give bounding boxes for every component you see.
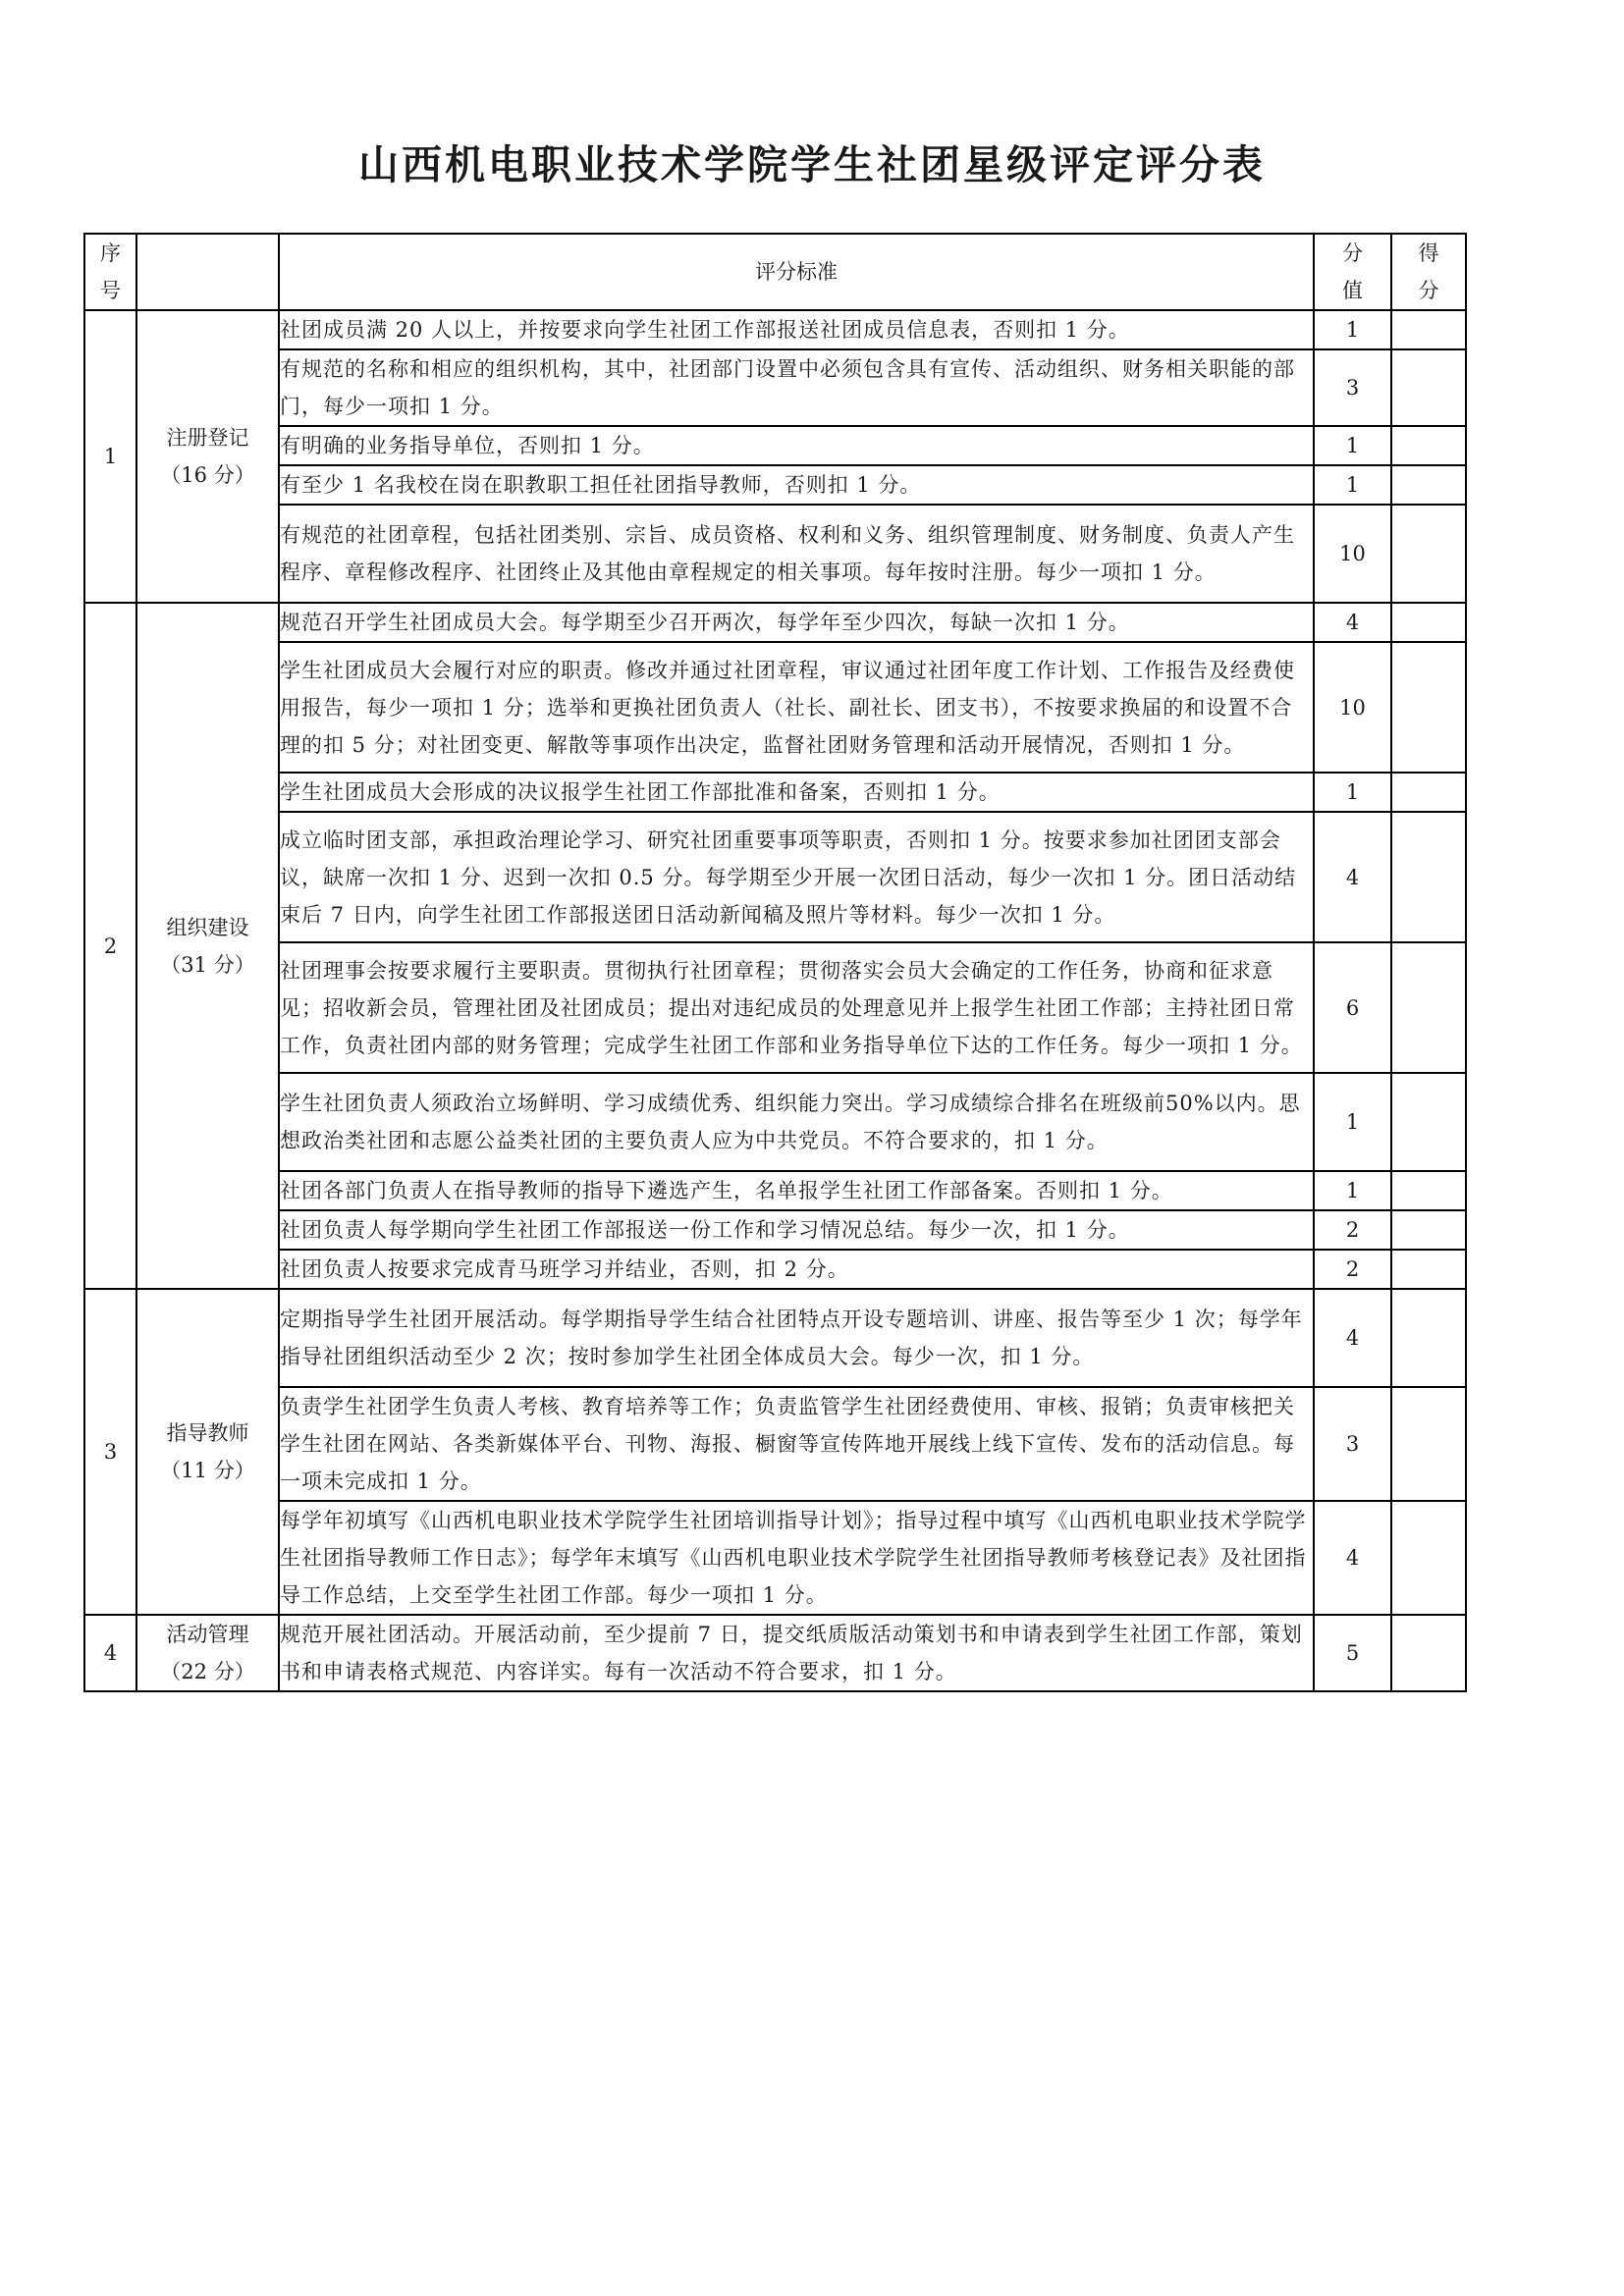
table-row [84, 505, 1466, 603]
section-number: 2 [84, 603, 136, 1289]
page-title: 山西机电职业技术学院学生社团星级评定评分表 [358, 141, 1266, 188]
criterion-text: 学生社团成员大会形成的决议报学生社团工作部批准和备案，否则扣 1 分。 [279, 773, 1314, 812]
section-category [136, 1615, 279, 1691]
section-number: 4 [84, 1615, 136, 1691]
table-row [84, 1073, 1466, 1171]
criterion-text: 社团负责人按要求完成青马班学习并结业，否则，扣 2 分。 [279, 1250, 1314, 1289]
table-row [84, 812, 1466, 942]
table-row [84, 1501, 1466, 1615]
table-row [84, 642, 1466, 773]
score-obtained-cell[interactable] [1391, 1501, 1466, 1615]
criterion-text: 社团成员满 20 人以上，并按要求向学生社团工作部报送社团成员信息表，否则扣 1 分。 [279, 310, 1314, 349]
score-obtained-cell[interactable] [1391, 812, 1466, 942]
score-obtained-cell[interactable] [1391, 426, 1466, 465]
score-obtained-cell[interactable] [1391, 505, 1466, 603]
table-row [84, 1289, 1466, 1387]
criterion-score: 1 [1314, 1171, 1391, 1210]
criterion-text: 有规范的社团章程，包括社团类别、宗旨、成员资格、权利和义务、组织管理制度、财务制度、负责人产生程序、章程修改程序、社团终止及其他由章程规定的相关事项。每年按时注册。每少一项扣 1 分。 [279, 505, 1314, 603]
section-name: 组织建设 [166, 915, 249, 939]
score-obtained-cell[interactable] [1391, 773, 1466, 812]
section-category [136, 310, 279, 603]
score-obtained-cell[interactable] [1391, 349, 1466, 426]
criterion-text: 每学年初填写《山西机电职业技术学院学生社团培训指导计划》；指导过程中填写《山西机电职业技术学院学生社团指导教师工作日志》；每学年末填写《山西机电职业技术学院学生社团指导教师考核登记表》及社团指导工作总结，上交至学生社团工作部。每少一项扣 1 分。 [279, 1501, 1314, 1615]
criterion-text: 学生社团负责人须政治立场鲜明、学习成绩优秀、组织能力突出。学习成绩综合排名在班级前50%以内。思想政治类社团和志愿公益类社团的主要负责人应为中共党员。不符合要求的，扣 1 分。 [279, 1073, 1314, 1171]
table-row [84, 603, 1466, 642]
table-row [84, 465, 1466, 505]
criterion-text: 规范开展社团活动。开展活动前，至少提前 7 日，提交纸质版活动策划书和申请表到学生社团工作部，策划书和申请表格式规范、内容详实。每有一次活动不符合要求，扣 1 分。 [279, 1615, 1314, 1691]
section-points: （22 分） [160, 1660, 255, 1683]
section-points: （11 分） [160, 1459, 255, 1482]
criterion-score: 4 [1314, 1501, 1391, 1615]
section-points: （31 分） [160, 952, 255, 977]
table-row [84, 1615, 1466, 1691]
criterion-text: 成立临时团支部，承担政治理论学习、研究社团重要事项等职责，否则扣 1 分。按要求参加社团团支部会议，缺席一次扣 1 分、迟到一次扣 0.5 分。每学期至少开展一次团日活动，每少一次扣 1 分。团日活动结束后 7 日内，向学生社团工作部报送团日活动新闻稿及照片等材料。每少一次扣 1 分。 [279, 812, 1314, 942]
table-row [84, 1210, 1466, 1250]
criterion-text: 学生社团成员大会履行对应的职责。修改并通过社团章程，审议通过社团年度工作计划、工作报告及经费使用报告，每少一项扣 1 分；选举和更换社团负责人（社长、副社长、团支书），不按要求换届的和设置不合理的扣 5 分；对社团变更、解散等事项作出决定，监督社团财务管理和活动开展情况，否则扣 1 分。 [279, 642, 1314, 773]
section-name: 注册登记 [166, 426, 249, 450]
criterion-score: 4 [1314, 1289, 1391, 1387]
table-row [84, 1250, 1466, 1289]
table-row [84, 1171, 1466, 1210]
criterion-score: 1 [1314, 773, 1391, 812]
criterion-text: 社团各部门负责人在指导教师的指导下遴选产生，名单报学生社团工作部备案。否则扣 1 分。 [279, 1171, 1314, 1210]
score-obtained-cell[interactable] [1391, 1615, 1466, 1691]
header-criteria: 评分标准 [279, 234, 1314, 310]
table-row [84, 310, 1466, 349]
criterion-score: 10 [1314, 642, 1391, 773]
header-row [84, 234, 1466, 310]
section-points: （16 分） [160, 463, 255, 487]
criterion-score: 6 [1314, 942, 1391, 1073]
score-obtained-cell[interactable] [1391, 1210, 1466, 1250]
score-obtained-cell[interactable] [1391, 603, 1466, 642]
criterion-score: 2 [1314, 1250, 1391, 1289]
criterion-score: 3 [1314, 1387, 1391, 1501]
table-row [84, 942, 1466, 1073]
criterion-text: 社团负责人每学期向学生社团工作部报送一份工作和学习情况总结。每少一次，扣 1 分。 [279, 1210, 1314, 1250]
criterion-score: 3 [1314, 349, 1391, 426]
table-row [84, 426, 1466, 465]
table-row [84, 1387, 1466, 1501]
criterion-score: 1 [1314, 426, 1391, 465]
criterion-score: 4 [1314, 603, 1391, 642]
header-category [136, 234, 279, 310]
score-obtained-cell[interactable] [1391, 1250, 1466, 1289]
section-name: 活动管理 [166, 1623, 249, 1646]
criterion-score: 2 [1314, 1210, 1391, 1250]
criterion-text: 社团理事会按要求履行主要职责。贯彻执行社团章程；贯彻落实会员大会确定的工作任务，协商和征求意见；招收新会员，管理社团及社团成员；提出对违纪成员的处理意见并上报学生社团工作部；主持社团日常工作，负责社团内部的财务管理；完成学生社团工作部和业务指导单位下达的工作任务。每少一项扣 1 分。 [279, 942, 1314, 1073]
score-obtained-cell[interactable] [1391, 1289, 1466, 1387]
section-category [136, 1289, 279, 1615]
table-row [84, 349, 1466, 426]
section-number: 1 [84, 310, 136, 603]
criterion-score: 1 [1314, 310, 1391, 349]
score-obtained-cell[interactable] [1391, 642, 1466, 773]
score-obtained-cell[interactable] [1391, 465, 1466, 505]
section-name: 指导教师 [166, 1421, 249, 1445]
table-row [84, 773, 1466, 812]
scoring-table [83, 233, 1467, 1692]
criterion-text: 有至少 1 名我校在岗在职教职工担任社团指导教师，否则扣 1 分。 [279, 465, 1314, 505]
header-got: 得 分 [1391, 234, 1466, 310]
criterion-score: 1 [1314, 1073, 1391, 1171]
criterion-text: 定期指导学生社团开展活动。每学期指导学生结合社团特点开设专题培训、讲座、报告等至少 1 次；每学年指导社团组织活动至少 2 次；按时参加学生社团全体成员大会。每少一次，扣 1 分。 [279, 1289, 1314, 1387]
header-score: 分 值 [1314, 234, 1391, 310]
criterion-text: 负责学生社团学生负责人考核、教育培养等工作；负责监管学生社团经费使用、审核、报销；负责审核把关学生社团在网站、各类新媒体平台、刊物、海报、橱窗等宣传阵地开展线上线下宣传、发布的活动信息。每一项未完成扣 1 分。 [279, 1387, 1314, 1501]
criterion-score: 10 [1314, 505, 1391, 603]
score-obtained-cell[interactable] [1391, 942, 1466, 1073]
score-obtained-cell[interactable] [1391, 1387, 1466, 1501]
criterion-score: 5 [1314, 1615, 1391, 1691]
section-category [136, 603, 279, 1289]
criterion-text: 规范召开学生社团成员大会。每学期至少召开两次，每学年至少四次，每缺一次扣 1 分。 [279, 603, 1314, 642]
header-seq: 序 号 [84, 234, 136, 310]
table-body [84, 310, 1466, 1691]
section-number: 3 [84, 1289, 136, 1615]
criterion-score: 1 [1314, 465, 1391, 505]
score-obtained-cell[interactable] [1391, 1073, 1466, 1171]
score-obtained-cell[interactable] [1391, 1171, 1466, 1210]
score-obtained-cell[interactable] [1391, 310, 1466, 349]
criterion-text: 有明确的业务指导单位，否则扣 1 分。 [279, 426, 1314, 465]
criterion-score: 4 [1314, 812, 1391, 942]
criterion-text: 有规范的名称和相应的组织机构，其中，社团部门设置中必须包含具有宣传、活动组织、财务相关职能的部门，每少一项扣 1 分。 [279, 349, 1314, 426]
